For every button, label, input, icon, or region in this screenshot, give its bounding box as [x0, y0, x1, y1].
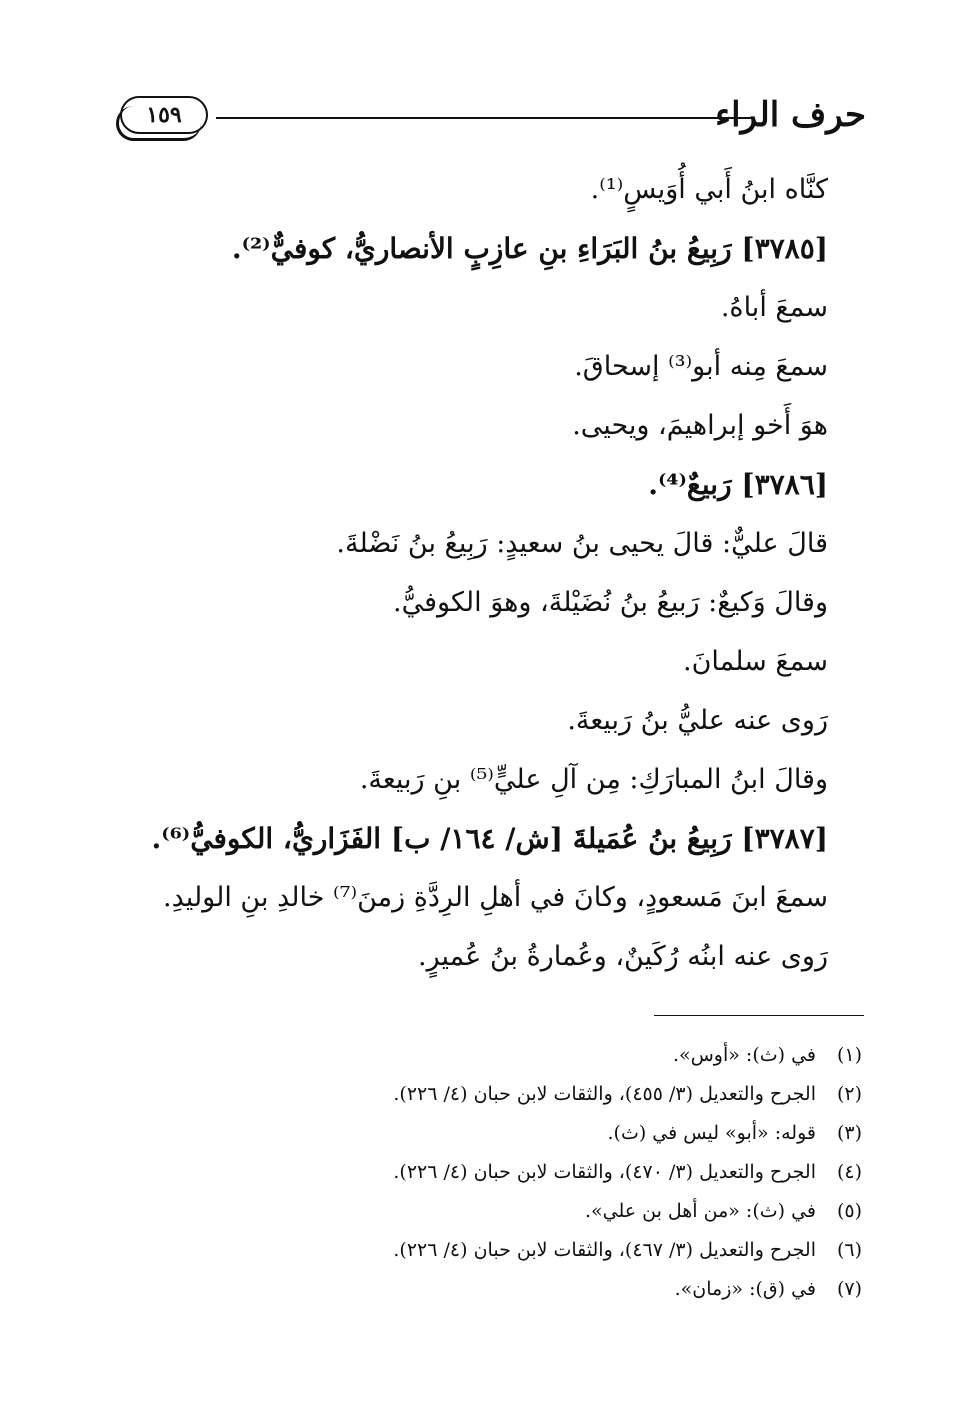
footnote [162, 1075, 862, 1114]
footnote-text: في (ث): «من أهل بن علي». [584, 1200, 816, 1222]
header-rule [216, 117, 754, 119]
entry-heading-3786: [٣٧٨٦] رَبيعٌ⁽⁴⁾. [648, 468, 828, 501]
text-line: وقالَ ابنُ المبارَكِ: مِن آلِ عليٍّ⁽⁵⁾ بنِ رَبيعةَ. [359, 764, 828, 795]
footnote-text: الجرح والتعديل (٣/ ٤٥٥)، والثقات لابن حبان (٤/ ٢٢٦). [393, 1083, 816, 1105]
footnote-text: في (ث): «أوس». [672, 1044, 816, 1066]
text-line: رَوى عنه عليُّ بنُ رَبيعةَ. [567, 705, 828, 736]
entry-heading-3787: [٣٧٨٧] رَبِيعُ بنُ عُمَيلةَ [ش/ ١٦٤/ ب] الفَزَاريُّ، الكوفيُّ⁽⁶⁾. [151, 822, 828, 855]
footnote-number: (٢) [836, 1083, 862, 1105]
text-line: كنَّاه ابنُ أَبي أُوَيسٍ⁽¹⁾. [590, 174, 828, 205]
text-line: سمعَ أباهُ. [720, 292, 828, 323]
footnote-separator [654, 1015, 864, 1016]
text-line: وقالَ وَكيعٌ: رَبيعُ بنُ نُضَيْلةَ، وهوَ الكوفيُّ. [393, 587, 828, 618]
entry-heading-3785: [٣٧٨٥] رَبِيعُ بنُ البَرَاءِ بنِ عازِبٍ الأنصاريُّ، كوفيٌّ⁽²⁾. [231, 232, 828, 265]
footnote-number: (٧) [836, 1278, 862, 1300]
chapter-title: حرف الراء [715, 95, 866, 135]
text-line: سمعَ مِنه أبو⁽³⁾ إسحاقَ. [574, 351, 828, 382]
footnote-number: (٤) [836, 1161, 862, 1183]
footnote-text: قوله: «أبو» ليس في (ث). [607, 1122, 816, 1144]
page-header [120, 90, 866, 140]
footnote [162, 1114, 862, 1153]
footnote [162, 1270, 862, 1309]
footnote-number: (٣) [836, 1122, 862, 1144]
footnote [162, 1153, 862, 1192]
text-line: رَوى عنه ابنُه رُكَينٌ، وعُمارةُ بنُ عُميرٍ. [418, 941, 828, 972]
text-line: سمعَ ابنَ مَسعودٍ، وكانَ في أهلِ الرِدَّةِ زمنَ⁽⁷⁾ خالدِ بنِ الوليدِ. [163, 882, 828, 913]
page-number: ١٥٩ [120, 96, 208, 134]
footnote-text: الجرح والتعديل (٣/ ٤٦٧)، والثقات لابن حبان (٤/ ٢٢٦). [393, 1239, 816, 1261]
footnote-text: الجرح والتعديل (٣/ ٤٧٠)، والثقات لابن حبان (٤/ ٢٢٦). [393, 1161, 816, 1183]
footnote-number: (٥) [836, 1200, 862, 1222]
footnote [162, 1192, 862, 1231]
footnote-number: (١) [836, 1044, 862, 1066]
main-text [108, 160, 828, 986]
footnote-text: في (ق): «زمان». [674, 1278, 816, 1300]
footnote [162, 1231, 862, 1270]
text-line: سمعَ سلمانَ. [683, 646, 828, 677]
text-line: قالَ عليٌّ: قالَ يحيى بنُ سعيدٍ: رَبِيعُ بنُ نَضْلةَ. [336, 528, 828, 559]
footnote [162, 1036, 862, 1075]
footnote-number: (٦) [836, 1239, 862, 1261]
text-line: هوَ أَخو إبراهيمَ، ويحيى. [572, 410, 828, 441]
footnotes [162, 1036, 862, 1309]
